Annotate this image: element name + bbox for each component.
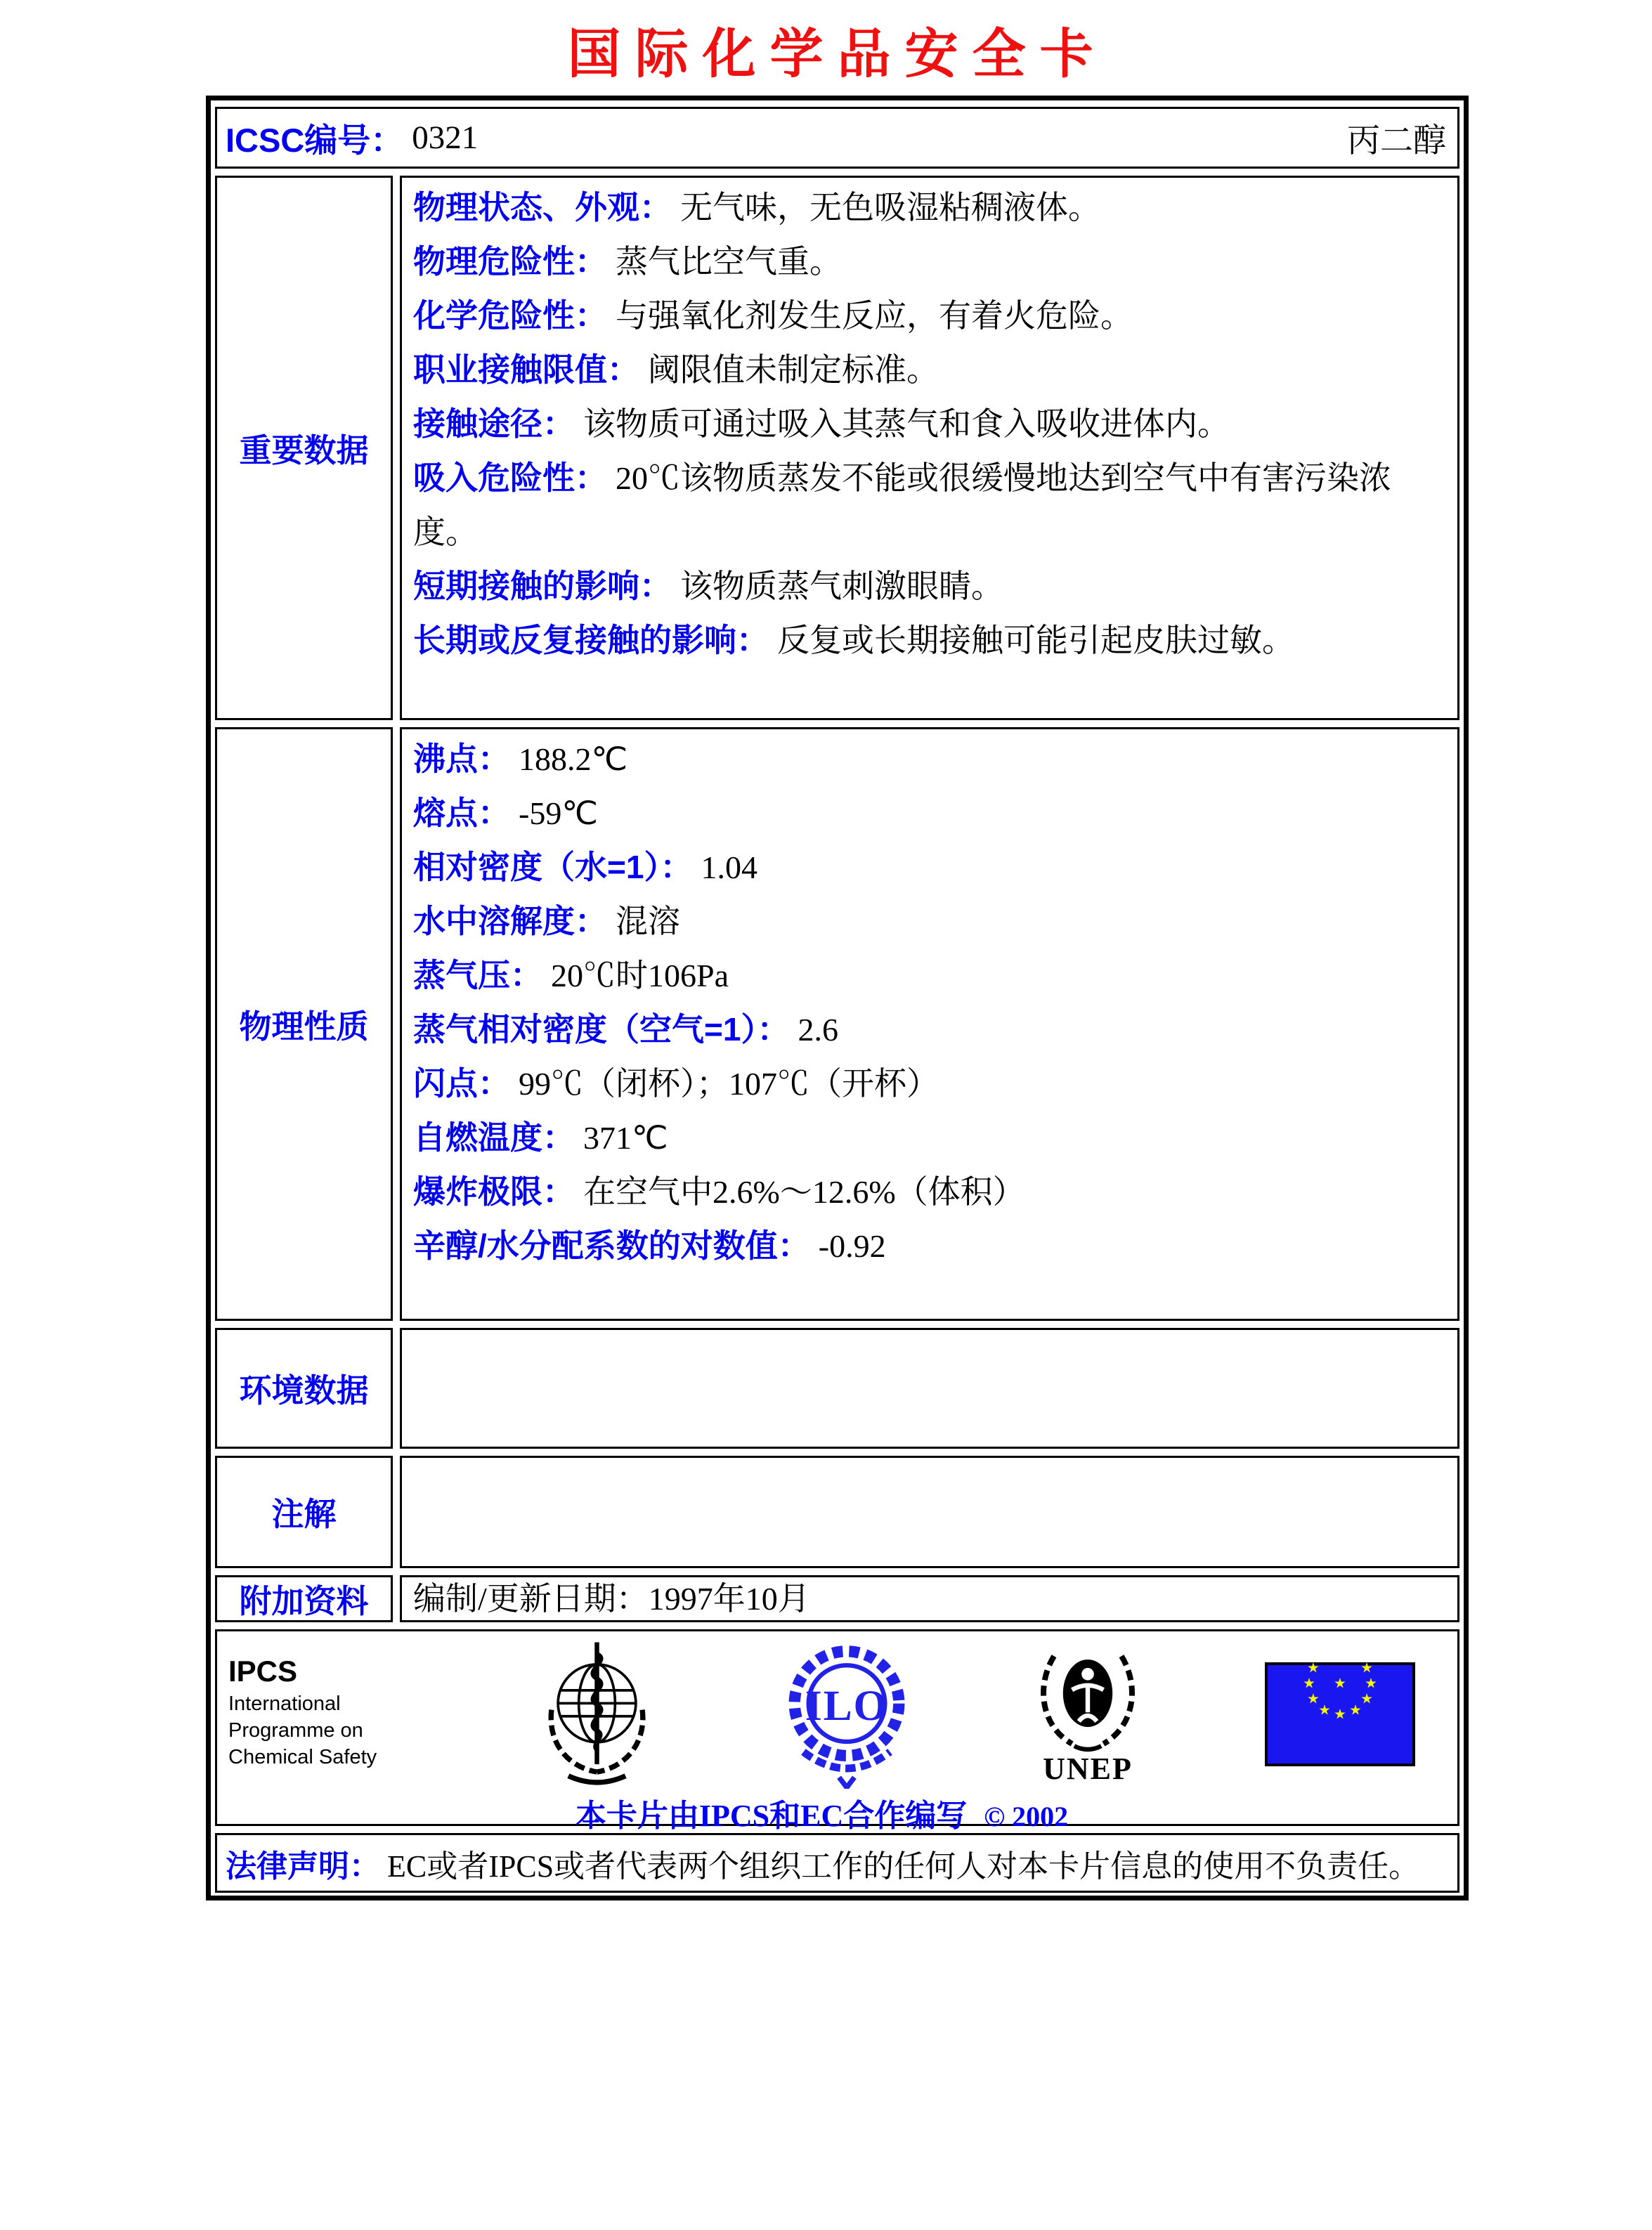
property-value: 蒸气比空气重。 bbox=[616, 244, 842, 280]
section-content bbox=[400, 176, 1459, 720]
legal-row bbox=[215, 1833, 1459, 1893]
property-label: 爆炸极限： bbox=[413, 1173, 575, 1210]
property-label: 蒸气相对密度（空气=1）： bbox=[413, 1011, 790, 1048]
section-label: 附加资料 bbox=[215, 1575, 393, 1622]
logos-strip bbox=[228, 1638, 1415, 1790]
section-label: 注解 bbox=[215, 1456, 393, 1568]
logos-cell bbox=[215, 1629, 1459, 1833]
icsc-header-cell bbox=[215, 107, 1459, 169]
property-value: 371℃ bbox=[583, 1120, 668, 1156]
cooperation-caption bbox=[228, 1790, 1415, 1838]
icsc-number-value: 0321 bbox=[412, 119, 479, 156]
section-row-3 bbox=[215, 1456, 1459, 1568]
legal-cell bbox=[215, 1833, 1459, 1893]
safety-card bbox=[206, 96, 1469, 1900]
section-row-0 bbox=[215, 176, 1459, 720]
svg-text:ILO: ILO bbox=[805, 1682, 889, 1730]
property-line bbox=[413, 1111, 1446, 1165]
property-label: 物理危险性： bbox=[413, 243, 607, 280]
property-value: 20℃时106Pa bbox=[551, 958, 729, 993]
property-line bbox=[413, 894, 1446, 948]
property-label: 水中溶解度： bbox=[413, 903, 607, 939]
property-label: 吸入危险性： bbox=[413, 459, 607, 496]
section-content bbox=[400, 1456, 1459, 1568]
property-value: 阈限值未制定标准。 bbox=[648, 352, 939, 388]
icsc-number-label: ICSC编号： bbox=[226, 121, 404, 159]
property-value: 与强氧化剂发生反应，有着火危险。 bbox=[616, 298, 1133, 334]
property-line bbox=[413, 1219, 1446, 1273]
unep-label: UNEP bbox=[1043, 1751, 1133, 1786]
property-line bbox=[413, 235, 1446, 289]
property-line bbox=[413, 1003, 1446, 1057]
property-label: 接触途径： bbox=[413, 405, 575, 442]
copyright-text: © 2002 bbox=[984, 1801, 1069, 1832]
property-label: 闪点： bbox=[413, 1065, 510, 1102]
ilo-logo-icon bbox=[783, 1640, 911, 1789]
section-content bbox=[400, 1575, 1459, 1622]
property-value: 2.6 bbox=[798, 1012, 838, 1048]
section-row-4 bbox=[215, 1575, 1459, 1622]
property-label: 沸点： bbox=[413, 741, 510, 777]
property-line bbox=[413, 732, 1446, 786]
property-line bbox=[413, 786, 1446, 840]
property-label: 化学危险性： bbox=[413, 297, 607, 334]
chemical-name: 丙二醇 bbox=[1347, 122, 1446, 159]
property-line bbox=[413, 181, 1446, 235]
property-value: 1.04 bbox=[701, 849, 757, 885]
legal-notice-text: EC或者IPCS或者代表两个组织工作的任何人对本卡片信息的使用不负责任。 bbox=[387, 1848, 1420, 1884]
property-label: 职业接触限值： bbox=[413, 351, 639, 388]
section-content bbox=[400, 727, 1459, 1321]
property-value: -0.92 bbox=[818, 1228, 886, 1264]
property-line bbox=[413, 289, 1446, 343]
property-line bbox=[413, 397, 1446, 451]
ipcs-text-block bbox=[228, 1655, 411, 1771]
property-label: 熔点： bbox=[413, 795, 510, 831]
property-value: 混溶 bbox=[616, 904, 680, 939]
section-row-1 bbox=[215, 727, 1459, 1321]
property-line bbox=[413, 1165, 1446, 1219]
section-label: 环境数据 bbox=[215, 1328, 393, 1449]
who-logo-icon bbox=[532, 1638, 662, 1790]
legal-notice-label: 法律声明： bbox=[226, 1848, 380, 1884]
ipcs-line: International bbox=[228, 1693, 341, 1715]
unep-logo bbox=[1032, 1643, 1144, 1787]
header-row bbox=[215, 107, 1459, 169]
property-label: 短期接触的影响： bbox=[413, 568, 672, 604]
property-value: 该物质蒸气刺激眼睛。 bbox=[680, 568, 1003, 604]
property-line bbox=[413, 840, 1446, 894]
page-title: 国际化学品安全卡 bbox=[567, 25, 1107, 84]
logos-row bbox=[215, 1629, 1459, 1833]
property-value: 99℃（闭杯）；107℃（开杯） bbox=[519, 1066, 939, 1102]
property-value: 编制/更新日期：1997年10月 bbox=[413, 1580, 810, 1617]
caption-text: 本卡片由IPCS和EC合作编写 bbox=[575, 1799, 968, 1833]
property-label: 蒸气压： bbox=[413, 957, 542, 993]
property-line bbox=[413, 948, 1446, 1003]
property-line bbox=[413, 1057, 1446, 1111]
property-value: 反复或长期接触可能引起皮肤过敏。 bbox=[777, 622, 1294, 658]
property-value: 该物质可通过吸入其蒸气和食入吸收进体内。 bbox=[583, 406, 1230, 442]
property-line bbox=[413, 613, 1446, 667]
ipcs-line: Programme on bbox=[228, 1719, 363, 1742]
ipcs-acronym: IPCS bbox=[228, 1655, 298, 1688]
property-value: 在空气中2.6%～12.6%（体积） bbox=[583, 1174, 1025, 1210]
property-label: 相对密度（水=1）： bbox=[413, 849, 693, 885]
section-row-2 bbox=[215, 1328, 1459, 1449]
property-value: 188.2℃ bbox=[519, 741, 628, 777]
property-label: 辛醇/水分配系数的对数值： bbox=[413, 1227, 810, 1264]
eu-flag-icon bbox=[1265, 1662, 1415, 1766]
property-line bbox=[413, 451, 1446, 559]
unep-emblem-icon bbox=[1032, 1643, 1144, 1755]
property-line bbox=[413, 1579, 810, 1619]
property-label: 物理状态、外观： bbox=[413, 189, 672, 226]
property-value: 无气味，无色吸湿粘稠液体。 bbox=[680, 190, 1100, 226]
section-label: 重要数据 bbox=[215, 176, 393, 720]
section-content bbox=[400, 1328, 1459, 1449]
property-value: -59℃ bbox=[519, 795, 598, 831]
section-label: 物理性质 bbox=[215, 727, 393, 1321]
property-value: 20℃该物质蒸发不能或很缓慢地达到空气中有害污染浓度。 bbox=[413, 460, 1391, 550]
property-label: 长期或反复接触的影响： bbox=[413, 622, 769, 658]
property-label: 自燃温度： bbox=[413, 1119, 575, 1156]
property-line bbox=[413, 559, 1446, 613]
property-line bbox=[413, 343, 1446, 397]
ipcs-line: Chemical Safety bbox=[228, 1746, 377, 1768]
